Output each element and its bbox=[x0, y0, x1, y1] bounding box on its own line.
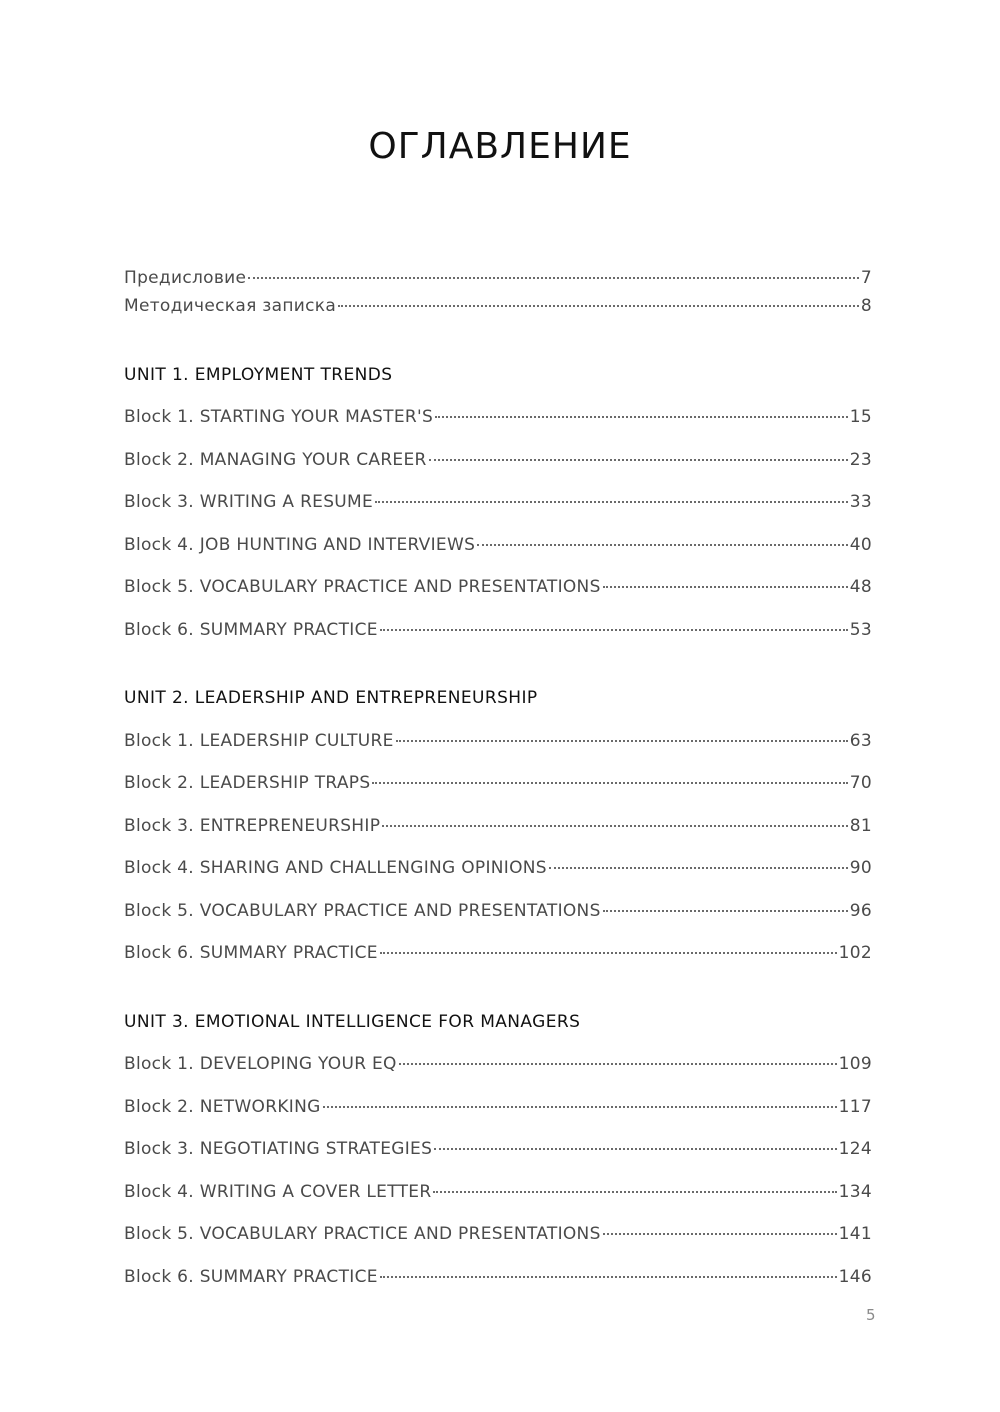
toc-entry-page: 96 bbox=[849, 901, 872, 921]
toc-entry[interactable] bbox=[124, 773, 872, 793]
toc-entry-label: Block 3. ENTREPRENEURSHIP bbox=[124, 816, 381, 836]
toc-entry-label: Block 1. STARTING YOUR MASTER'S bbox=[124, 407, 434, 427]
toc-entry[interactable] bbox=[124, 620, 872, 640]
toc-entry[interactable] bbox=[124, 450, 872, 470]
toc-entry-methodical-note[interactable] bbox=[124, 296, 872, 316]
dot-leader bbox=[433, 1191, 836, 1193]
dot-leader bbox=[375, 501, 848, 503]
toc-entry-page: 40 bbox=[849, 535, 872, 555]
toc-entry-page: 70 bbox=[849, 773, 872, 793]
toc-entry-label: Block 5. VOCABULARY PRACTICE AND PRESENTATIONS bbox=[124, 1224, 601, 1244]
dot-leader bbox=[396, 740, 848, 742]
toc-entry[interactable] bbox=[124, 577, 872, 597]
toc-entry-label: Block 6. SUMMARY PRACTICE bbox=[124, 620, 378, 640]
toc-entry-page: 63 bbox=[849, 731, 872, 751]
dot-leader bbox=[477, 544, 848, 546]
dot-leader bbox=[380, 1276, 837, 1278]
toc-entry-page: 141 bbox=[838, 1224, 872, 1244]
toc-entry-page: 146 bbox=[838, 1267, 872, 1287]
toc-entry-page: 23 bbox=[849, 450, 872, 470]
toc-entry-page: 102 bbox=[838, 943, 872, 963]
dot-leader bbox=[435, 416, 848, 418]
toc-entry-label: Методическая записка bbox=[124, 296, 337, 316]
toc-entry-label: Block 2. LEADERSHIP TRAPS bbox=[124, 773, 371, 793]
toc-entry-page: 134 bbox=[838, 1182, 872, 1202]
toc-entry-label: Block 3. WRITING A RESUME bbox=[124, 492, 374, 512]
toc-entry-page: 7 bbox=[860, 268, 872, 288]
dot-leader bbox=[429, 459, 848, 461]
toc-entry[interactable] bbox=[124, 816, 872, 836]
toc-entry-label: Block 3. NEGOTIATING STRATEGIES bbox=[124, 1139, 433, 1159]
toc-entry[interactable] bbox=[124, 901, 872, 921]
toc-entry[interactable] bbox=[124, 943, 872, 963]
unit-heading: UNIT 1. EMPLOYMENT TRENDS bbox=[124, 365, 393, 385]
toc-entry-page: 81 bbox=[849, 816, 872, 836]
toc-entry-page: 109 bbox=[838, 1054, 872, 1074]
toc-entry-label: Block 5. VOCABULARY PRACTICE AND PRESENTATIONS bbox=[124, 577, 601, 597]
dot-leader bbox=[338, 305, 859, 307]
toc-entry-page: 90 bbox=[849, 858, 872, 878]
toc-entry-label: Block 4. JOB HUNTING AND INTERVIEWS bbox=[124, 535, 476, 555]
dot-leader bbox=[372, 782, 847, 784]
toc-entry-label: Block 2. NETWORKING bbox=[124, 1097, 321, 1117]
toc-entry-label: Block 4. SHARING AND CHALLENGING OPINIONS bbox=[124, 858, 547, 878]
toc-entry[interactable] bbox=[124, 492, 872, 512]
toc-entry-label: Block 6. SUMMARY PRACTICE bbox=[124, 943, 378, 963]
toc-entry[interactable] bbox=[124, 1054, 872, 1074]
dot-leader bbox=[434, 1148, 836, 1150]
toc-entry[interactable] bbox=[124, 1182, 872, 1202]
dot-leader bbox=[603, 586, 848, 588]
page-title: ОГЛАВЛЕНИЕ bbox=[368, 126, 632, 167]
toc-entry-label: Предисловие bbox=[124, 268, 247, 288]
toc-entry[interactable] bbox=[124, 1267, 872, 1287]
toc-entry[interactable] bbox=[124, 535, 872, 555]
dot-leader bbox=[380, 629, 848, 631]
toc-entry-page: 48 bbox=[849, 577, 872, 597]
toc-entry-page: 15 bbox=[849, 407, 872, 427]
toc-entry-preface[interactable] bbox=[124, 268, 872, 288]
toc-entry-page: 124 bbox=[838, 1139, 872, 1159]
dot-leader bbox=[380, 952, 837, 954]
dot-leader bbox=[382, 825, 848, 827]
dot-leader bbox=[323, 1106, 837, 1108]
toc-entry-label: Block 5. VOCABULARY PRACTICE AND PRESENTATIONS bbox=[124, 901, 601, 921]
dot-leader bbox=[399, 1063, 837, 1065]
toc-entry[interactable] bbox=[124, 858, 872, 878]
toc-entry-page: 117 bbox=[838, 1097, 872, 1117]
toc-entry-page: 33 bbox=[849, 492, 872, 512]
toc-entry[interactable] bbox=[124, 1097, 872, 1117]
dot-leader bbox=[248, 277, 859, 279]
toc-entry[interactable] bbox=[124, 1224, 872, 1244]
toc-entry-label: Block 1. LEADERSHIP CULTURE bbox=[124, 731, 394, 751]
page-number: 5 bbox=[866, 1306, 876, 1324]
toc-entry-label: Block 2. MANAGING YOUR CAREER bbox=[124, 450, 427, 470]
toc-entry[interactable] bbox=[124, 1139, 872, 1159]
unit-heading: UNIT 3. EMOTIONAL INTELLIGENCE FOR MANAGERS bbox=[124, 1012, 581, 1032]
toc-entry-label: Block 6. SUMMARY PRACTICE bbox=[124, 1267, 378, 1287]
toc-entry[interactable] bbox=[124, 731, 872, 751]
toc-entry[interactable] bbox=[124, 407, 872, 427]
toc-entry-label: Block 1. DEVELOPING YOUR EQ bbox=[124, 1054, 397, 1074]
dot-leader bbox=[549, 867, 848, 869]
dot-leader bbox=[603, 1233, 837, 1235]
unit-heading: UNIT 2. LEADERSHIP AND ENTREPRENEURSHIP bbox=[124, 688, 538, 708]
toc-entry-page: 53 bbox=[849, 620, 872, 640]
toc-entry-page: 8 bbox=[860, 296, 872, 316]
toc-entry-label: Block 4. WRITING A COVER LETTER bbox=[124, 1182, 432, 1202]
dot-leader bbox=[603, 910, 848, 912]
